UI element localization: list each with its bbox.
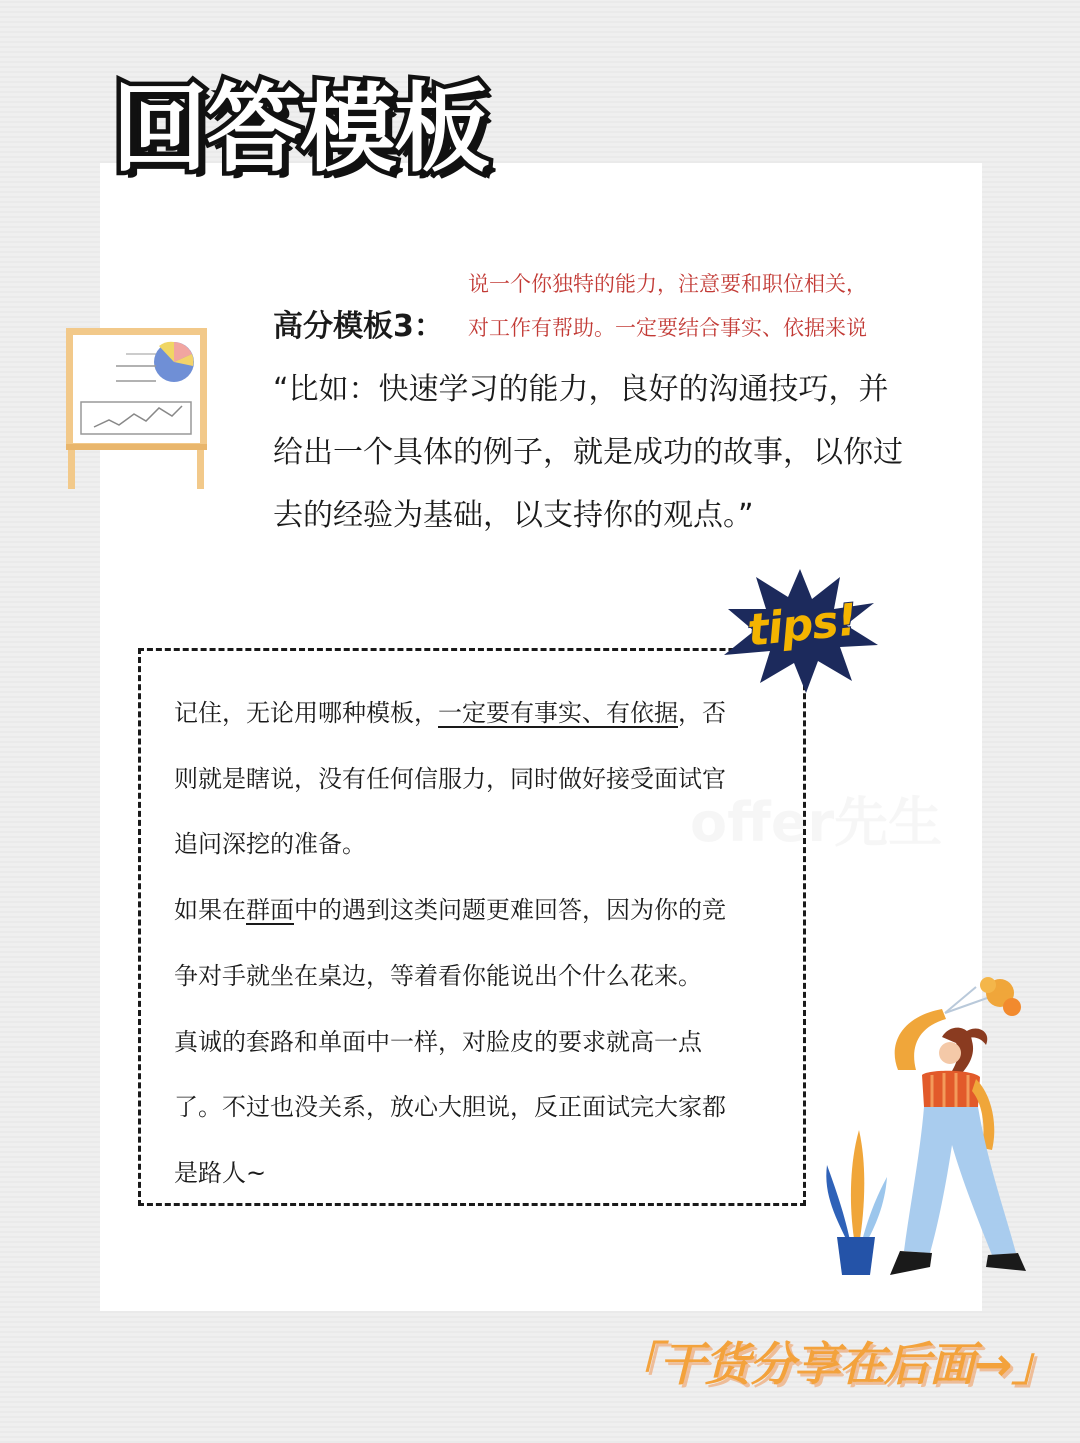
tips-line: 真诚的套路和单面中一样，对脸皮的要求就高一点 bbox=[174, 1027, 702, 1056]
underlined-emphasis: 群面 bbox=[246, 896, 294, 925]
page-title: 回答模板 bbox=[112, 73, 488, 185]
tips-line: 是路人~ bbox=[174, 1158, 267, 1187]
quote-line: 去的经验为基础，以支持你的观点。” bbox=[273, 498, 754, 533]
tips-text bbox=[174, 681, 794, 1207]
template-note bbox=[468, 262, 867, 350]
tips-line: 则就是瞎说，没有任何信服力，同时做好接受面试官 bbox=[174, 764, 726, 793]
tips-box bbox=[138, 648, 806, 1206]
tips-text-segment: 如果在 bbox=[174, 896, 246, 925]
template-label: 高分模板3： bbox=[273, 309, 444, 344]
woman-with-flowers-icon bbox=[880, 975, 1030, 1280]
tips-text-segment: ，否 bbox=[678, 699, 726, 727]
tips-line: 了。不过也没关系，放心大胆说，反正面试完大家都 bbox=[174, 1093, 726, 1122]
underlined-emphasis: 一定要有事实、有依据 bbox=[438, 699, 678, 727]
tips-line bbox=[174, 681, 794, 747]
note-line: 说一个你独特的能力，注意要和职位相关， bbox=[468, 272, 867, 296]
chart-board-icon bbox=[64, 326, 209, 491]
quote-line: “比如：快速学习的能力，良好的沟通技巧，并 bbox=[273, 372, 889, 407]
tips-text-segment: 中的遇到这类问题更难回答，因为你的竞 bbox=[294, 896, 726, 925]
tips-text-segment: 记住，无论用哪种模板， bbox=[174, 699, 438, 727]
tips-line: 追问深挖的准备。 bbox=[174, 830, 366, 859]
template-quote bbox=[273, 358, 953, 547]
footer-text: 「干货分享在后面→」 bbox=[614, 1337, 1057, 1391]
note-line: 对工作有帮助。一定要结合事实、依据来说 bbox=[468, 316, 867, 340]
tips-line bbox=[174, 878, 794, 944]
tips-line: 争对手就坐在桌边，等着看你能说出个什么花来。 bbox=[174, 961, 702, 990]
quote-line: 给出一个具体的例子，就是成功的故事，以你过 bbox=[273, 435, 903, 470]
tips-badge: tips! bbox=[745, 594, 859, 657]
